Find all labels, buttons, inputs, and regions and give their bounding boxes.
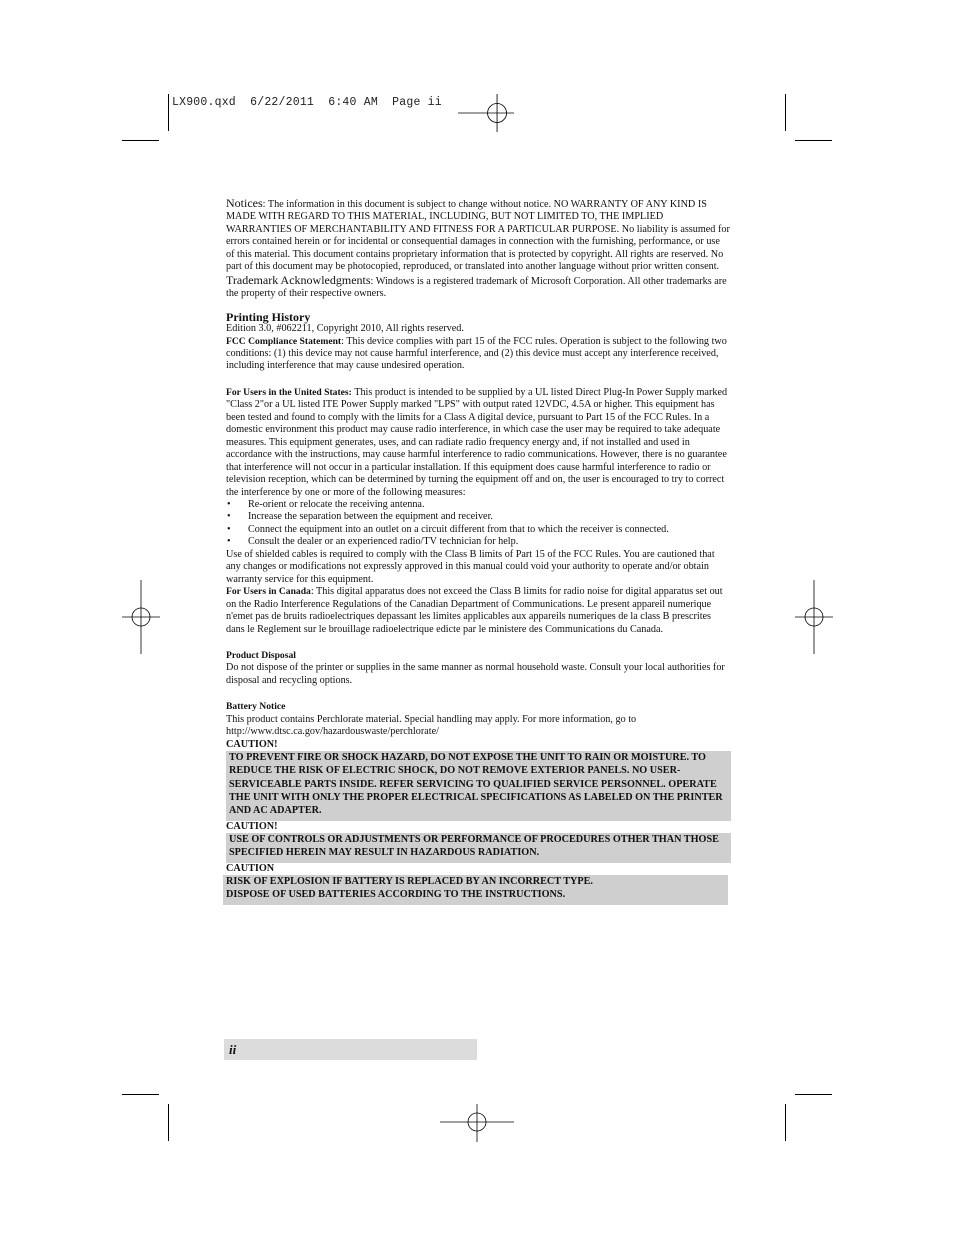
registration-mark-icon (122, 580, 160, 654)
fcc-section (226, 336, 730, 373)
caution-block (226, 821, 730, 863)
us-users-section (226, 387, 730, 586)
us-users-body: This product is intended to be supplied by a UL listed Direct Plug-In Power Supply marked "Class 2"or a UL listed ITE Power Supply marked "LPS" with output rated 12VDC, 4.5A or higher. This equipment has been tested and found to comply with the limits for a Class A digital device, pursuant to Part 15 of the FCC Rules. In a domestic environment this product may cause radio interference, in which case the user may be required to take adequate measures. This equipment generates, uses, and can radiate radio frequency energy and, if not installed and used in accordance with the instructions, may cause harmful interference to radio communications. However, there is no guarantee that interference will not occur in a particular installation. If this equipment does cause harmful interference to radio or television reception, which can be determined by turning the equipment off and on, the user is encouraged to try to correct the interference by one or more of the following measures: (226, 386, 728, 498)
caution-block (226, 739, 730, 821)
disposal-section (226, 650, 730, 687)
caution-box: TO PREVENT FIRE OR SHOCK HAZARD, DO NOT EXPOSE THE UNIT TO RAIN OR MOISTURE. TO REDUCE THE RISK OF ELECTRIC SHOCK, DO NOT REMOVE EXTERIOR PANELS. NO USER-SERVICEABLE PARTS INSIDE. REFER SERVICING TO QUALIFIED SERVICE PERSONNEL. OPERATE THE UNIT WITH ONLY THE PROPER ELECTRICAL SPECIFICATIONS AS LABELED ON THE PRINTER AND AC ADAPTER. (226, 751, 731, 820)
notices-body: : The information in this document is subject to change without notice. NO WARRANTY OF ANY KIND IS MADE WITH REGARD TO THIS MATERIAL, INCLUDING, BUT NOT LIMITED TO, THE IMPLIED WARRANTIES OF MERCHANTABILITY AND FITNESS FOR A PARTICULAR PURPOSE. No liability is assumed for errors contained herein or for incidental or consequential damages in connection with the furnishing, performance, or use of this material. This document contains proprietary information that is protected by copyright. All rights are reserved. No part of this document may be photocopied, reproduced, or translated into another language without prior written consent. (226, 199, 730, 273)
us-users-heading: For Users in the United States: (226, 386, 352, 398)
crop-mark (785, 1104, 786, 1141)
trademark-heading: Trademark Acknowledgments (226, 272, 371, 287)
list-item: • Consult the dealer or an experienced radio/TV technician for help. (226, 536, 730, 548)
crop-mark (168, 94, 169, 131)
printing-history-heading: Printing History (226, 309, 311, 324)
measures-list (226, 499, 730, 549)
disposal-heading: Product Disposal (226, 649, 296, 661)
page-number: ii (224, 1039, 477, 1060)
notices-page-content (226, 197, 730, 905)
us-users-footer: Use of shielded cables is required to comply with the Class B limits of Part 15 of the FCC Rules. You are cautioned that any changes or modifications not expressly approved in this manual could void your authority to operate and/or obtain warranty service for this equipment. (226, 548, 715, 585)
caution-block (226, 863, 730, 905)
crop-mark (168, 1104, 169, 1141)
us-users-paragraph (226, 387, 730, 499)
caution-title: CAUTION! (226, 820, 278, 832)
crop-mark (122, 1094, 159, 1095)
canada-heading: For Users in Canada (226, 586, 311, 598)
disposal-body: Do not dispose of the printer or supplies in the same manner as normal household waste. Consult your local authorities for disposal and recycling options. (226, 662, 725, 686)
caution-line: DISPOSE OF USED BATTERIES ACCORDING TO THE INSTRUCTIONS. (226, 889, 566, 901)
caution-title: CAUTION! (226, 738, 278, 750)
caution-line: RISK OF EXPLOSION IF BATTERY IS REPLACED BY AN INCORRECT TYPE. (226, 876, 593, 888)
trademark-section (226, 274, 730, 301)
battery-heading: Battery Notice (226, 701, 286, 713)
notices-section (226, 197, 730, 274)
printing-history-section (226, 311, 730, 336)
printing-history-body: Edition 3.0, #062211, Copyright 2010, All rights reserved. (226, 323, 464, 335)
crop-mark (122, 140, 159, 141)
slug-line: LX900.qxd 6/22/2011 6:40 AM Page ii (172, 96, 442, 109)
trademark-body: : Windows is a registered trademark of Microsoft Corporation. All other trademarks are the property of their respective owners. (226, 275, 727, 300)
list-item: • Increase the separation between the equipment and receiver. (226, 511, 730, 523)
fcc-heading: FCC Compliance Statement (226, 335, 342, 347)
list-item: • Re-orient or relocate the receiving antenna. (226, 499, 730, 511)
canada-section (226, 586, 730, 636)
canada-body: : This digital apparatus does not exceed the Class B limits for radio noise for digital apparatus set out on the Radio Interference Regulations of the Canadian Department of Communications. Le present appareil numerique n'emet pas de bruits radioelectriques depassant les limites applicables aux appareils numeriques de la class B prescrites dans le Reglement sur le brouillage radioelectrique edicte par le ministere des Communications du Canada. (226, 586, 723, 635)
registration-mark-icon (440, 1104, 514, 1142)
list-item: • Connect the equipment into an outlet on a circuit different from that to which the receiver is connected. (226, 524, 730, 536)
caution-title: CAUTION (226, 862, 275, 874)
registration-mark-icon (795, 580, 833, 654)
crop-mark (785, 94, 786, 131)
crop-mark (795, 140, 832, 141)
crop-mark (795, 1094, 832, 1095)
battery-body: This product contains Perchlorate material. Special handling may apply. For more information, go to http://www.dtsc.ca.gov/hazardouswaste/perchlorate/ (226, 713, 637, 738)
battery-section (226, 701, 730, 738)
notices-heading: Notices (226, 196, 263, 210)
fcc-body: : This device complies with part 15 of the FCC rules. Operation is subject to the following two conditions: (1) this device may not cause harmful interference, and (2) this device must accept any interference received, including interference that may cause undesired operation. (226, 335, 727, 372)
registration-mark-icon (440, 94, 514, 132)
caution-box (223, 875, 728, 905)
caution-box: USE OF CONTROLS OR ADJUSTMENTS OR PERFORMANCE OF PROCEDURES OTHER THAN THOSE SPECIFIED HEREIN MAY RESULT IN HAZARDOUS RADIATION. (226, 833, 731, 863)
